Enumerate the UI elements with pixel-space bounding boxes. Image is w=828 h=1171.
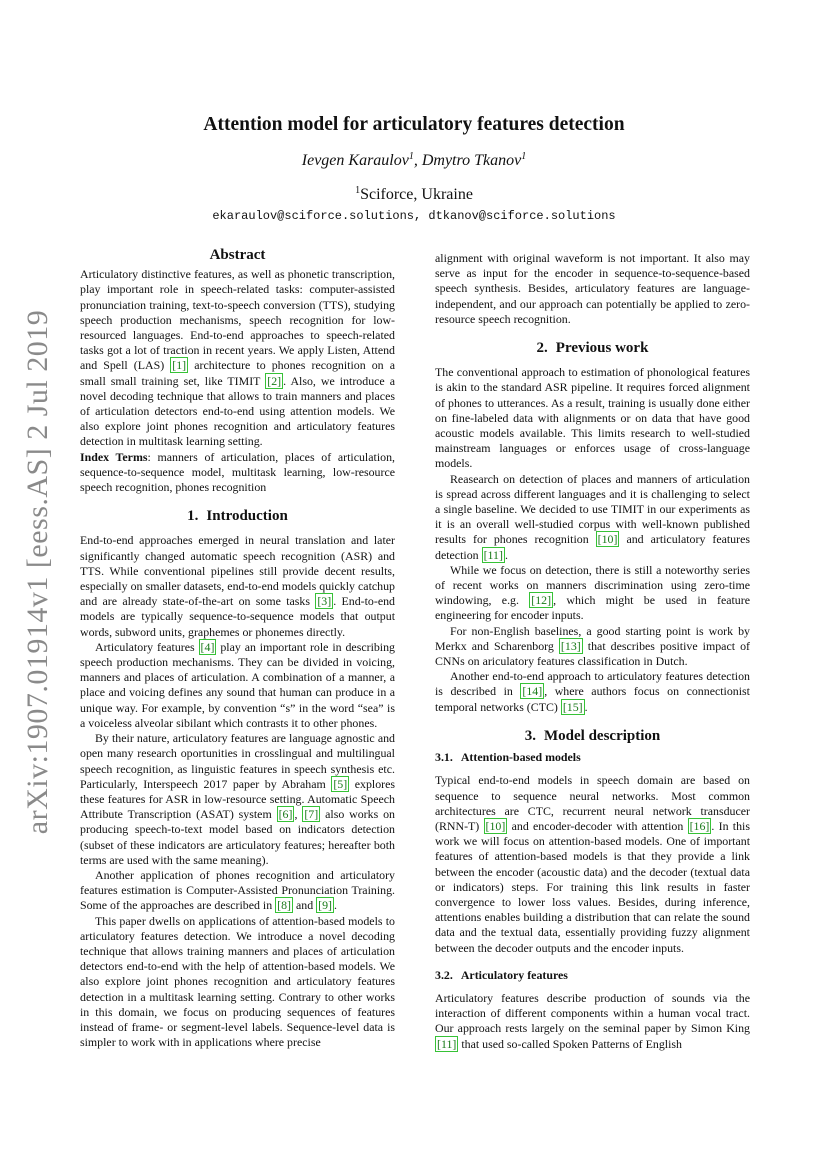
abstract-heading: Abstract [209,247,266,263]
section-heading-previous-work: 2. Previous work [536,340,649,357]
citation-link[interactable]: [11] [483,547,503,562]
arxiv-side-stamp: arXiv:1907.01914v1 [eess.AS] 2 Jul 2019 [21,309,54,835]
author-name: Dmytro Tkanov [421,152,522,169]
citation-link[interactable]: [11] [437,1036,457,1051]
citation-link[interactable]: [10] [597,532,618,547]
citation-link[interactable]: [1] [172,358,187,373]
subsection-heading-articulatory-features: 3.2. Articulatory features [435,967,568,982]
citation-link[interactable]: [16] [689,818,710,833]
citation-link[interactable]: [10] [485,818,506,833]
affiliation [0,186,828,204]
subsection-heading-attention-based-models: 3.1. Attention-based models [435,750,581,765]
paragraph: Articulatory features [4] play an important role in describing speech production mechanisms. They can be divided in voicing, manners and places of articulation. A combination of a manner, a place and voicing defines any sound that human can produce in a unique way. For example, by convention “s” in the word “sea” is a voiceless alveolar sibilant which contrasts it to other phones. [80,639,396,730]
paragraph: Reasearch on detection of places and manners of articulation is spread across different languages and it is challenging to select a single baseline. We decided to use TIMIT in our experiments as it is an overall well-studied corpus with well-known published results for phones recognition [10] and articulatory features detection [11] . [435,471,750,562]
affiliation-mark: 1 [355,185,361,196]
citation-link[interactable]: [2] [267,373,282,388]
author-separator: , [413,152,422,169]
paragraph: End-to-end approaches emerged in neural translation and later significantly changed automatic speech recognition (ASR) and TTS. While conventional pipelines still provide decent results, especially on smaller datasets, end-to-end models quickly catchup and are already state-of-the-art on some tasks [3] . End-to-end models are typically sequence-to-sequence models that output words, subword units, graphemes or phonemes directly. [80,533,395,639]
index-terms-label: Index Terms [80,449,148,464]
paragraph: Another application of phones recognition and articulatory features estimation is Computer-Assisted Pronunciation Training. Some of the approaches are described in [8] and [9] . [80,867,395,913]
paper-title: Attention model for articulatory features detection [203,114,625,135]
citation-link[interactable]: [5] [333,776,348,791]
paragraph: alignment with original waveform is not important. It also may serve as input for the encoder in sequence-to-sequence-based speech synthesis. Besides, articulatory features are language-independent, and our approach can potentially be applied to zero-resource speech recognition. [435,251,750,326]
author-affiliation-mark: 1 [521,151,527,162]
paragraph: For non-English baselines, a good starting point is work by Merkx and Scharenborg [13] that describes positive impact of CNNs on ariculatory features classification in Dutch. [435,623,750,669]
paragraph: The conventional approach to estimation of phonological features is akin to the standard ASR pipeline. It requires forced alignment of phones to utterances. As a result, training is usually done either on fine-labeled data with alignments or on data that have good acoustic models available. This limits research to well-studied mainstream languages or enforces usage of cross-language models. [435,365,750,471]
citation-link[interactable]: [7] [304,807,319,822]
left-column [80,248,395,1050]
paragraph: Another end-to-end approach to articulatory features detection is described in [14] , where authors focus on connectionist temporal networks (CTC) [15] . [435,669,750,714]
citation-link[interactable]: [13] [560,638,581,653]
index-terms: Index Terms: manners of articulation, places of articulation, sequence-to-sequence model, multitask learning, low-resource speech recognition, phones recognition [80,449,395,495]
abstract-text: Articulatory distinctive features, as well as phonetic transcription, play important role in speech-related tasks: computer-assisted pronunciation training, text-to-speech conversion (TTS), studying speech production mechanisms, speech recognition for low-resourced languages. End-to-end approaches to speech-related tasks got a lot of traction in recent years. We apply Listen, Attend and Spell (LAS) [1] architecture to phones recognition on a small small training set, like TIMIT [2] . Also, we introduce a novel decoding technique that allows to train manners and places of articulation detectors end-to-end using attention models. We also explore joint phones recognition and articulatory features detection in multitask learning setting. [80,267,395,449]
author-name: Ievgen Karaulov [301,152,409,169]
right-column [435,248,750,1052]
author-emails: ekaraulov@sciforce.solutions, dtkanov@sciforce.solutions [212,209,616,223]
citation-link[interactable]: [6] [278,807,293,822]
author-affiliation-mark: 1 [408,151,414,162]
paragraph: Articulatory features describe production of sounds via the interaction of different components within a human vocal tract. Our approach rests largely on the seminal paper by Simon King [11] that used so-called Spoken Patterns of English [435,990,750,1051]
citation-link[interactable]: [3] [317,594,332,609]
section-heading-model-description: 3. Model description [524,727,661,744]
citation-link[interactable]: [8] [277,898,292,913]
section-heading-introduction: 1. Introduction [187,508,288,525]
paragraph: This paper dwells on applications of attention-based models to articulatory features detection. We introduce a novel decoding technique that allows training manners and places of articulation detectors end-to-end with the help of attention-based models. We also explore joint phones recognition and articulatory features detection in a multitask learning setting. Contrary to other works in this domain, we focus on producing sequences of features instead of frame- or segment-level labels. Sequence-level data is simpler to work with in applications where precise [80,913,395,1050]
affiliation-text: Sciforce, Ukraine [360,186,473,203]
citation-link[interactable]: [4] [200,639,215,654]
paragraph: Typical end-to-end models in speech domain are based on sequence to sequence neural networks. Most common architectures are CTC, recurrent neural network transducer (RNN-T) [10] and encoder-decoder with attention [16] . In this work we will focus on attention-based models. One of important features of attention-based models is that they provide a link between the encoder (acoustic data) and the decoder (textual data or indicators) steps. For training this link results in faster convergence to lower loss values. Besides, during inference, attentions enables building a distribution that can relate the sound data and the textual data, essentially providing fuzzy alignment between the decoder outputs and the encoder inputs. [435,773,750,955]
citation-link[interactable]: [15] [562,699,583,714]
author-list [0,152,828,170]
citation-link[interactable]: [12] [531,593,552,608]
paragraph: By their nature, articulatory features are language agnostic and open many research oportunities in crosslingual and multilingual speech recognition, as linguistic features in speech synthesis etc. Particularly, Interspeech 2017 paper by Abraham [5] explores these features for ASR in low-resource setting. Automatic Speech Attribute Transcription (ASAT) system [6] , [7] also works on producing speech-to-text model based on indicators detection (subset of these indicators are articulatory features; hereafter both terms are used with the same meaning). [80,731,395,867]
citation-link[interactable]: [9] [318,898,333,913]
citation-link[interactable]: [14] [522,684,543,699]
paragraph: While we focus on detection, there is still a noteworthy series of recent works on manners discrimination using zero-time windowing, e.g. [12] , which might be used in feature engineering for encoder inputs. [435,562,750,623]
